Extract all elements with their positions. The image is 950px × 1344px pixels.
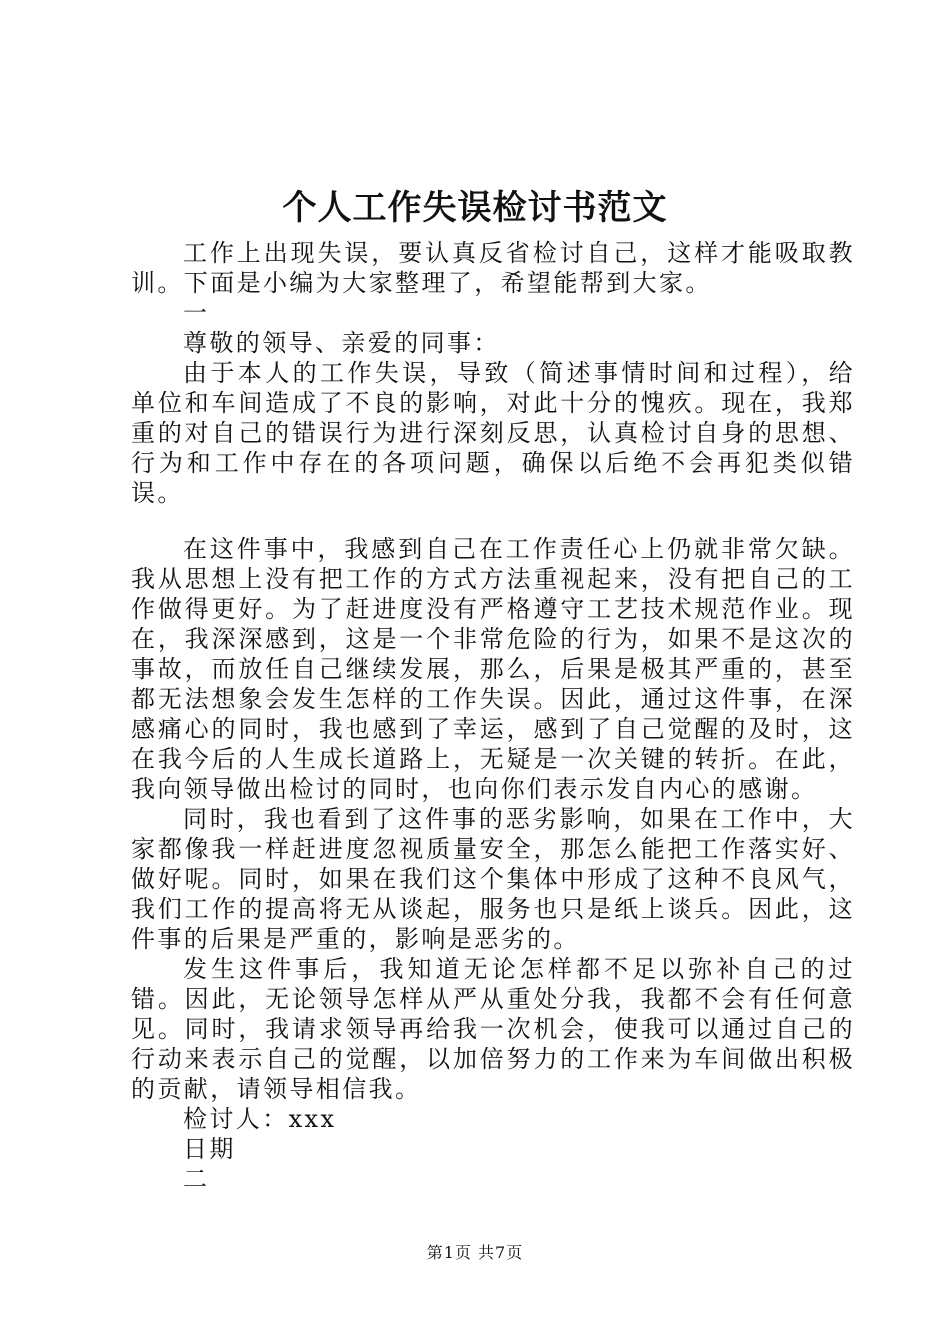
salutation: 尊敬的领导、亲爱的同事： [183,329,500,357]
signer-line: 检讨人：xxx [183,1105,337,1133]
body-paragraph-2: 在这件事中，我感到自己在工作责任心上仍就非常欠缺。我从思想上没有把工作的方式方法重视起来，没有把自己的工作做得更好。为了赶进度没有严格遵守工艺技术规范作业。现在，我深深感到，这是一个非常危险的行为，如果不是这次的事故，而放任自己继续发展，那么，后果是极其严重的，甚至都无法想象会发生怎样的工作失误。因此，通过这件事，在深感痛心的同时，我也感到了幸运，感到了自己觉醒的及时，这在我今后的人生成长道路上，无疑是一次关键的转折。在此，我向领导做出检讨的同时，也向你们表示发自内心的感谢。 [131,535,855,803]
section-one-marker: 一 [183,299,210,327]
body-paragraph-1: 由于本人的工作失误，导致（简述事情时间和过程），给单位和车间造成了不良的影响，对此十分的愧疚。现在，我郑重的对自己的错误行为进行深刻反思，认真检讨自身的思想、行为和工作中存在的各项问题，确保以后绝不会再犯类似错误。 [131,359,855,507]
document-title: 个人工作失误检讨书范文 [282,188,668,228]
section-two-marker: 二 [183,1165,210,1193]
body-paragraph-4: 发生这件事后，我知道无论怎样都不足以弥补自己的过错。因此，无论领导怎样从严从重处分我，我都不会有任何意见。同时，我请求领导再给我一次机会，使我可以通过自己的行动来表示自己的觉醒，以加倍努力的工作来为车间做出积极的贡献，请领导相信我。 [131,955,855,1103]
paragraph-spacer [131,508,855,534]
document-body [131,238,855,1194]
body-paragraph-3: 同时，我也看到了这件事的恶劣影响，如果在工作中，大家都像我一样赶进度忽视质量安全，那怎么能把工作落实好、做好呢。同时，如果在我们这个集体中形成了这种不良风气，我们工作的提高将无从谈起，服务也只是纸上谈兵。因此，这件事的后果是严重的，影响是恶劣的。 [131,805,855,953]
page-footer: 第1页 共7页 [426,1243,524,1262]
intro-paragraph: 工作上出现失误，要认真反省检讨自己，这样才能吸取教训。下面是小编为大家整理了，希望能帮到大家。 [131,239,855,297]
date-label: 日期 [183,1135,236,1163]
